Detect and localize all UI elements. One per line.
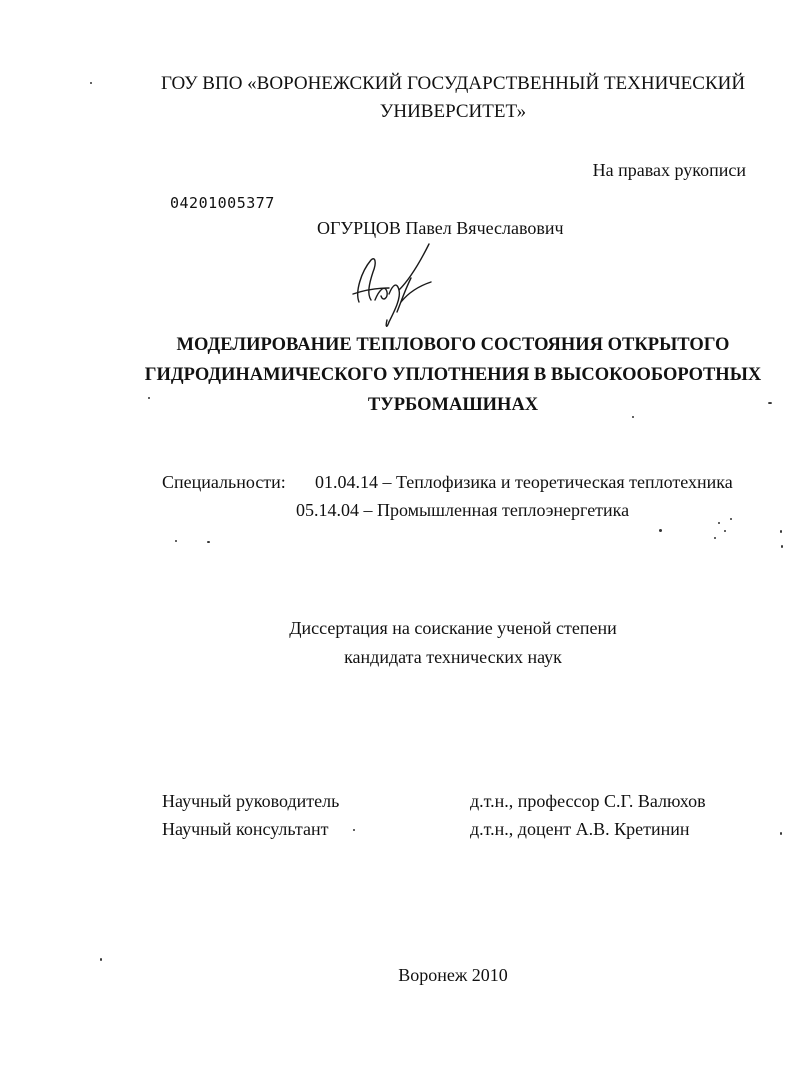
institution-line-1: ГОУ ВПО «ВОРОНЕЖСКИЙ ГОСУДАРСТВЕННЫЙ ТЕХНИЧЕСКИЙ xyxy=(160,73,746,94)
scan-speck xyxy=(780,832,782,835)
degree-line-2: кандидата технических наук xyxy=(344,647,562,667)
institution-name xyxy=(0,70,796,126)
scan-speck xyxy=(207,541,210,543)
supervisor-name: д.т.н., профессор С.Г. Валюхов xyxy=(470,791,706,811)
place-and-year: Воронеж 2010 xyxy=(398,965,508,985)
scan-speck xyxy=(148,397,150,399)
document-number: 04201005377 xyxy=(170,194,275,212)
scan-speck xyxy=(780,530,782,533)
scan-speck xyxy=(768,402,772,404)
specialty-1: 01.04.14 – Теплофизика и теоретическая теплотехника xyxy=(315,472,733,492)
specialties-label: Специальности: xyxy=(162,472,286,492)
scan-speck xyxy=(100,958,102,961)
specialty-2: 05.14.04 – Промышленная теплоэнергетика xyxy=(296,500,630,520)
scan-speck xyxy=(724,530,726,532)
consultant-name: д.т.н., доцент А.В. Кретинин xyxy=(470,819,690,839)
author-name: ОГУРЦОВ Павел Вячеславович xyxy=(317,218,564,238)
scan-speck xyxy=(659,529,662,532)
handwritten-signature-icon xyxy=(345,232,445,332)
degree-statement xyxy=(0,614,796,672)
institution-line-2: УНИВЕРСИТЕТ» xyxy=(379,101,527,122)
scan-speck xyxy=(175,540,177,542)
title-line-2: ГИДРОДИНАМИЧЕСКОГО УПЛОТНЕНИЯ В ВЫСОКООБОРОТНЫХ xyxy=(144,365,762,385)
consultant-role: Научный консультант xyxy=(162,819,329,839)
degree-line-1: Диссертация на соискание ученой степени xyxy=(289,618,617,638)
scan-speck xyxy=(781,545,783,548)
supervisor-role: Научный руководитель xyxy=(162,791,340,811)
scan-speck xyxy=(90,82,92,84)
scan-speck xyxy=(730,518,732,520)
scan-speck xyxy=(353,829,355,831)
dissertation-title xyxy=(0,330,796,420)
scan-speck xyxy=(632,416,634,418)
scan-speck xyxy=(718,522,720,524)
title-line-1: МОДЕЛИРОВАНИЕ ТЕПЛОВОГО СОСТОЯНИЯ ОТКРЫТОГО xyxy=(176,335,730,355)
scan-speck xyxy=(714,537,716,539)
rights-note: На правах рукописи xyxy=(592,160,746,180)
title-line-3: ТУРБОМАШИНАХ xyxy=(367,395,539,415)
